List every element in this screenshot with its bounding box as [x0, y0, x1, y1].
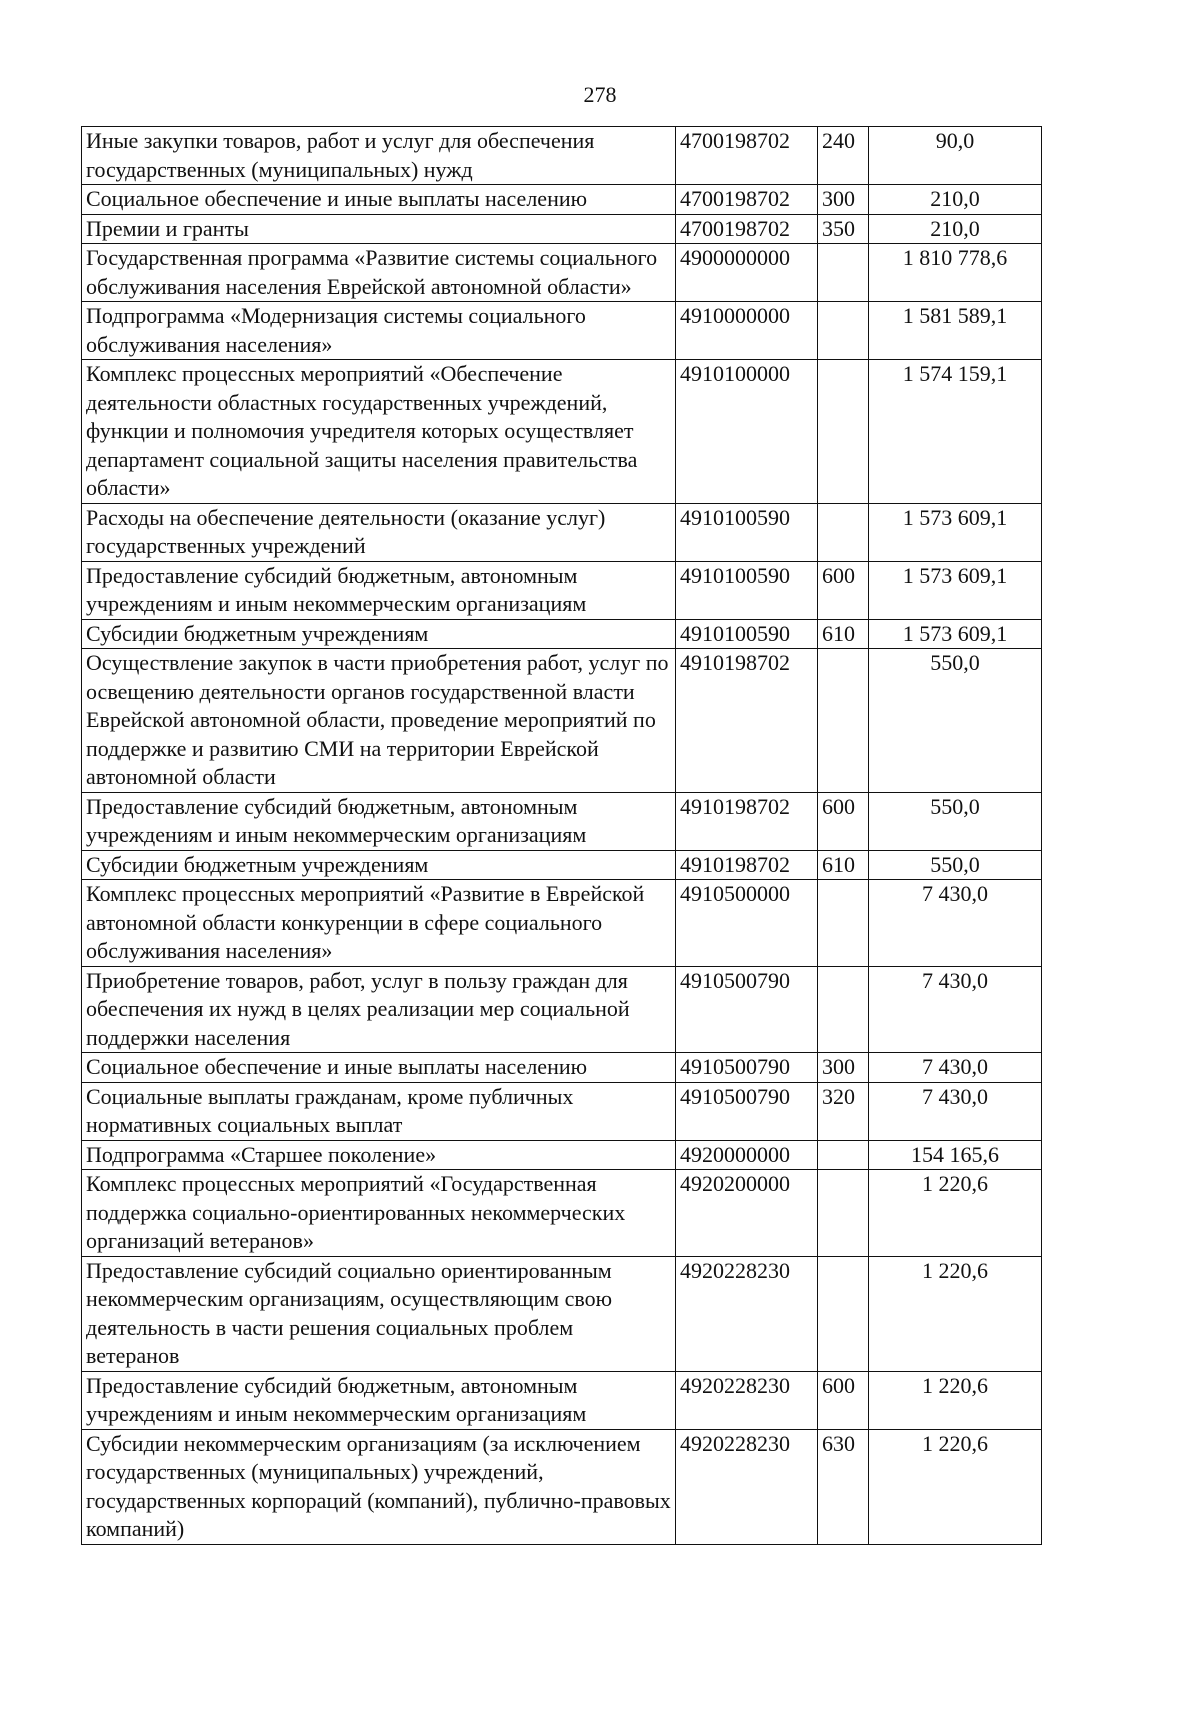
- row-expense-type: 600: [818, 1371, 869, 1429]
- row-code: 4900000000: [676, 244, 818, 302]
- table-row: [82, 1053, 1042, 1083]
- row-code: 4920228230: [676, 1256, 818, 1371]
- row-expense-type: 630: [818, 1429, 869, 1544]
- table-row: [82, 619, 1042, 649]
- row-name: Комплекс процессных мероприятий «Развитие в Еврейской автономной области конкуренции в сфере социального обслуживания населения»: [82, 880, 676, 967]
- row-sum: 210,0: [869, 214, 1042, 244]
- row-expense-type: 300: [818, 185, 869, 215]
- row-name: Государственная программа «Развитие системы социального обслуживания населения Еврейской автономной области»: [82, 244, 676, 302]
- row-code: 4920228230: [676, 1371, 818, 1429]
- row-expense-type: 350: [818, 214, 869, 244]
- row-name: Предоставление субсидий социально ориентированным некоммерческим организациям, осуществляющим свою деятельность в части решения социальных проблем ветеранов: [82, 1256, 676, 1371]
- row-name: Осуществление закупок в части приобретения работ, услуг по освещению деятельности органов государственной власти Еврейской автономной области, проведение мероприятий по поддержке и развитию СМИ на территории Еврейской автономной области: [82, 649, 676, 793]
- row-expense-type: [818, 503, 869, 561]
- page-number: 278: [583, 82, 617, 107]
- row-expense-type: [818, 1140, 869, 1170]
- row-name: Предоставление субсидий бюджетным, автономным учреждениям и иным некоммерческим организациям: [82, 792, 676, 850]
- row-name: Комплекс процессных мероприятий «Обеспечение деятельности областных государственных учреждений, функции и полномочия учредителя которых осуществляет департамент социальной защиты населения правительства области»: [82, 360, 676, 504]
- table-row: [82, 1082, 1042, 1140]
- row-name: Приобретение товаров, работ, услуг в пользу граждан для обеспечения их нужд в целях реализации мер социальной поддержки населения: [82, 966, 676, 1053]
- row-code: 4910198702: [676, 792, 818, 850]
- row-sum: 210,0: [869, 185, 1042, 215]
- row-sum: 1 220,6: [869, 1170, 1042, 1257]
- row-sum: 550,0: [869, 792, 1042, 850]
- table-row: [82, 1140, 1042, 1170]
- row-name: Премии и гранты: [82, 214, 676, 244]
- table-row: [82, 1371, 1042, 1429]
- row-sum: 1 220,6: [869, 1429, 1042, 1544]
- row-sum: 1 573 609,1: [869, 561, 1042, 619]
- row-sum: 7 430,0: [869, 1053, 1042, 1083]
- row-code: 4910500790: [676, 1082, 818, 1140]
- row-code: 4910000000: [676, 302, 818, 360]
- row-sum: 1 810 778,6: [869, 244, 1042, 302]
- row-sum: 1 574 159,1: [869, 360, 1042, 504]
- row-code: 4910500790: [676, 966, 818, 1053]
- row-code: 4910100000: [676, 360, 818, 504]
- row-expense-type: [818, 1256, 869, 1371]
- row-code: 4920228230: [676, 1429, 818, 1544]
- row-sum: 7 430,0: [869, 880, 1042, 967]
- row-name: Предоставление субсидий бюджетным, автономным учреждениям и иным некоммерческим организациям: [82, 1371, 676, 1429]
- row-code: 4910100590: [676, 619, 818, 649]
- row-expense-type: [818, 649, 869, 793]
- row-code: 4700198702: [676, 214, 818, 244]
- row-sum: 1 220,6: [869, 1256, 1042, 1371]
- budget-table: [81, 126, 1042, 1545]
- table-row: [82, 503, 1042, 561]
- row-code: 4920000000: [676, 1140, 818, 1170]
- row-name: Социальные выплаты гражданам, кроме публичных нормативных социальных выплат: [82, 1082, 676, 1140]
- row-name: Субсидии бюджетным учреждениям: [82, 850, 676, 880]
- row-name: Расходы на обеспечение деятельности (оказание услуг) государственных учреждений: [82, 503, 676, 561]
- table-row: [82, 966, 1042, 1053]
- row-expense-type: 320: [818, 1082, 869, 1140]
- table-row: [82, 244, 1042, 302]
- table-row: [82, 185, 1042, 215]
- row-sum: 550,0: [869, 649, 1042, 793]
- row-expense-type: [818, 244, 869, 302]
- row-sum: 1 581 589,1: [869, 302, 1042, 360]
- row-name: Предоставление субсидий бюджетным, автономным учреждениям и иным некоммерческим организациям: [82, 561, 676, 619]
- row-name: Социальное обеспечение и иные выплаты населению: [82, 185, 676, 215]
- row-name: Социальное обеспечение и иные выплаты населению: [82, 1053, 676, 1083]
- row-code: 4910500790: [676, 1053, 818, 1083]
- row-name: Подпрограмма «Модернизация системы социального обслуживания населения»: [82, 302, 676, 360]
- row-sum: 550,0: [869, 850, 1042, 880]
- table-row: [82, 214, 1042, 244]
- row-code: 4910500000: [676, 880, 818, 967]
- row-code: 4700198702: [676, 185, 818, 215]
- row-sum: 1 220,6: [869, 1371, 1042, 1429]
- table-row: [82, 880, 1042, 967]
- row-expense-type: [818, 1170, 869, 1257]
- row-code: 4700198702: [676, 127, 818, 185]
- row-name: Комплекс процессных мероприятий «Государственная поддержка социально-ориентированных некоммерческих организаций ветеранов»: [82, 1170, 676, 1257]
- table-row: [82, 1429, 1042, 1544]
- table-row: [82, 302, 1042, 360]
- row-expense-type: 610: [818, 850, 869, 880]
- row-expense-type: [818, 966, 869, 1053]
- row-sum: 7 430,0: [869, 1082, 1042, 1140]
- table-row: [82, 1170, 1042, 1257]
- table-row: [82, 561, 1042, 619]
- table-row: [82, 1256, 1042, 1371]
- row-code: 4910100590: [676, 561, 818, 619]
- table-row: [82, 649, 1042, 793]
- table-row: [82, 127, 1042, 185]
- row-code: 4910198702: [676, 850, 818, 880]
- row-code: 4910198702: [676, 649, 818, 793]
- row-expense-type: [818, 880, 869, 967]
- row-name: Подпрограмма «Старшее поколение»: [82, 1140, 676, 1170]
- row-sum: 90,0: [869, 127, 1042, 185]
- row-sum: 1 573 609,1: [869, 503, 1042, 561]
- row-code: 4910100590: [676, 503, 818, 561]
- row-name: Субсидии некоммерческим организациям (за исключением государственных (муниципальных) учреждений, государственных корпораций (компаний), публично-правовых компаний): [82, 1429, 676, 1544]
- row-name: Субсидии бюджетным учреждениям: [82, 619, 676, 649]
- table-row: [82, 792, 1042, 850]
- row-code: 4920200000: [676, 1170, 818, 1257]
- row-sum: 7 430,0: [869, 966, 1042, 1053]
- row-expense-type: 600: [818, 792, 869, 850]
- row-name: Иные закупки товаров, работ и услуг для обеспечения государственных (муниципальных) нужд: [82, 127, 676, 185]
- row-expense-type: 610: [818, 619, 869, 649]
- table-row: [82, 360, 1042, 504]
- row-expense-type: 300: [818, 1053, 869, 1083]
- row-expense-type: [818, 302, 869, 360]
- row-sum: 1 573 609,1: [869, 619, 1042, 649]
- row-expense-type: 600: [818, 561, 869, 619]
- row-expense-type: [818, 360, 869, 504]
- row-sum: 154 165,6: [869, 1140, 1042, 1170]
- row-expense-type: 240: [818, 127, 869, 185]
- table-row: [82, 850, 1042, 880]
